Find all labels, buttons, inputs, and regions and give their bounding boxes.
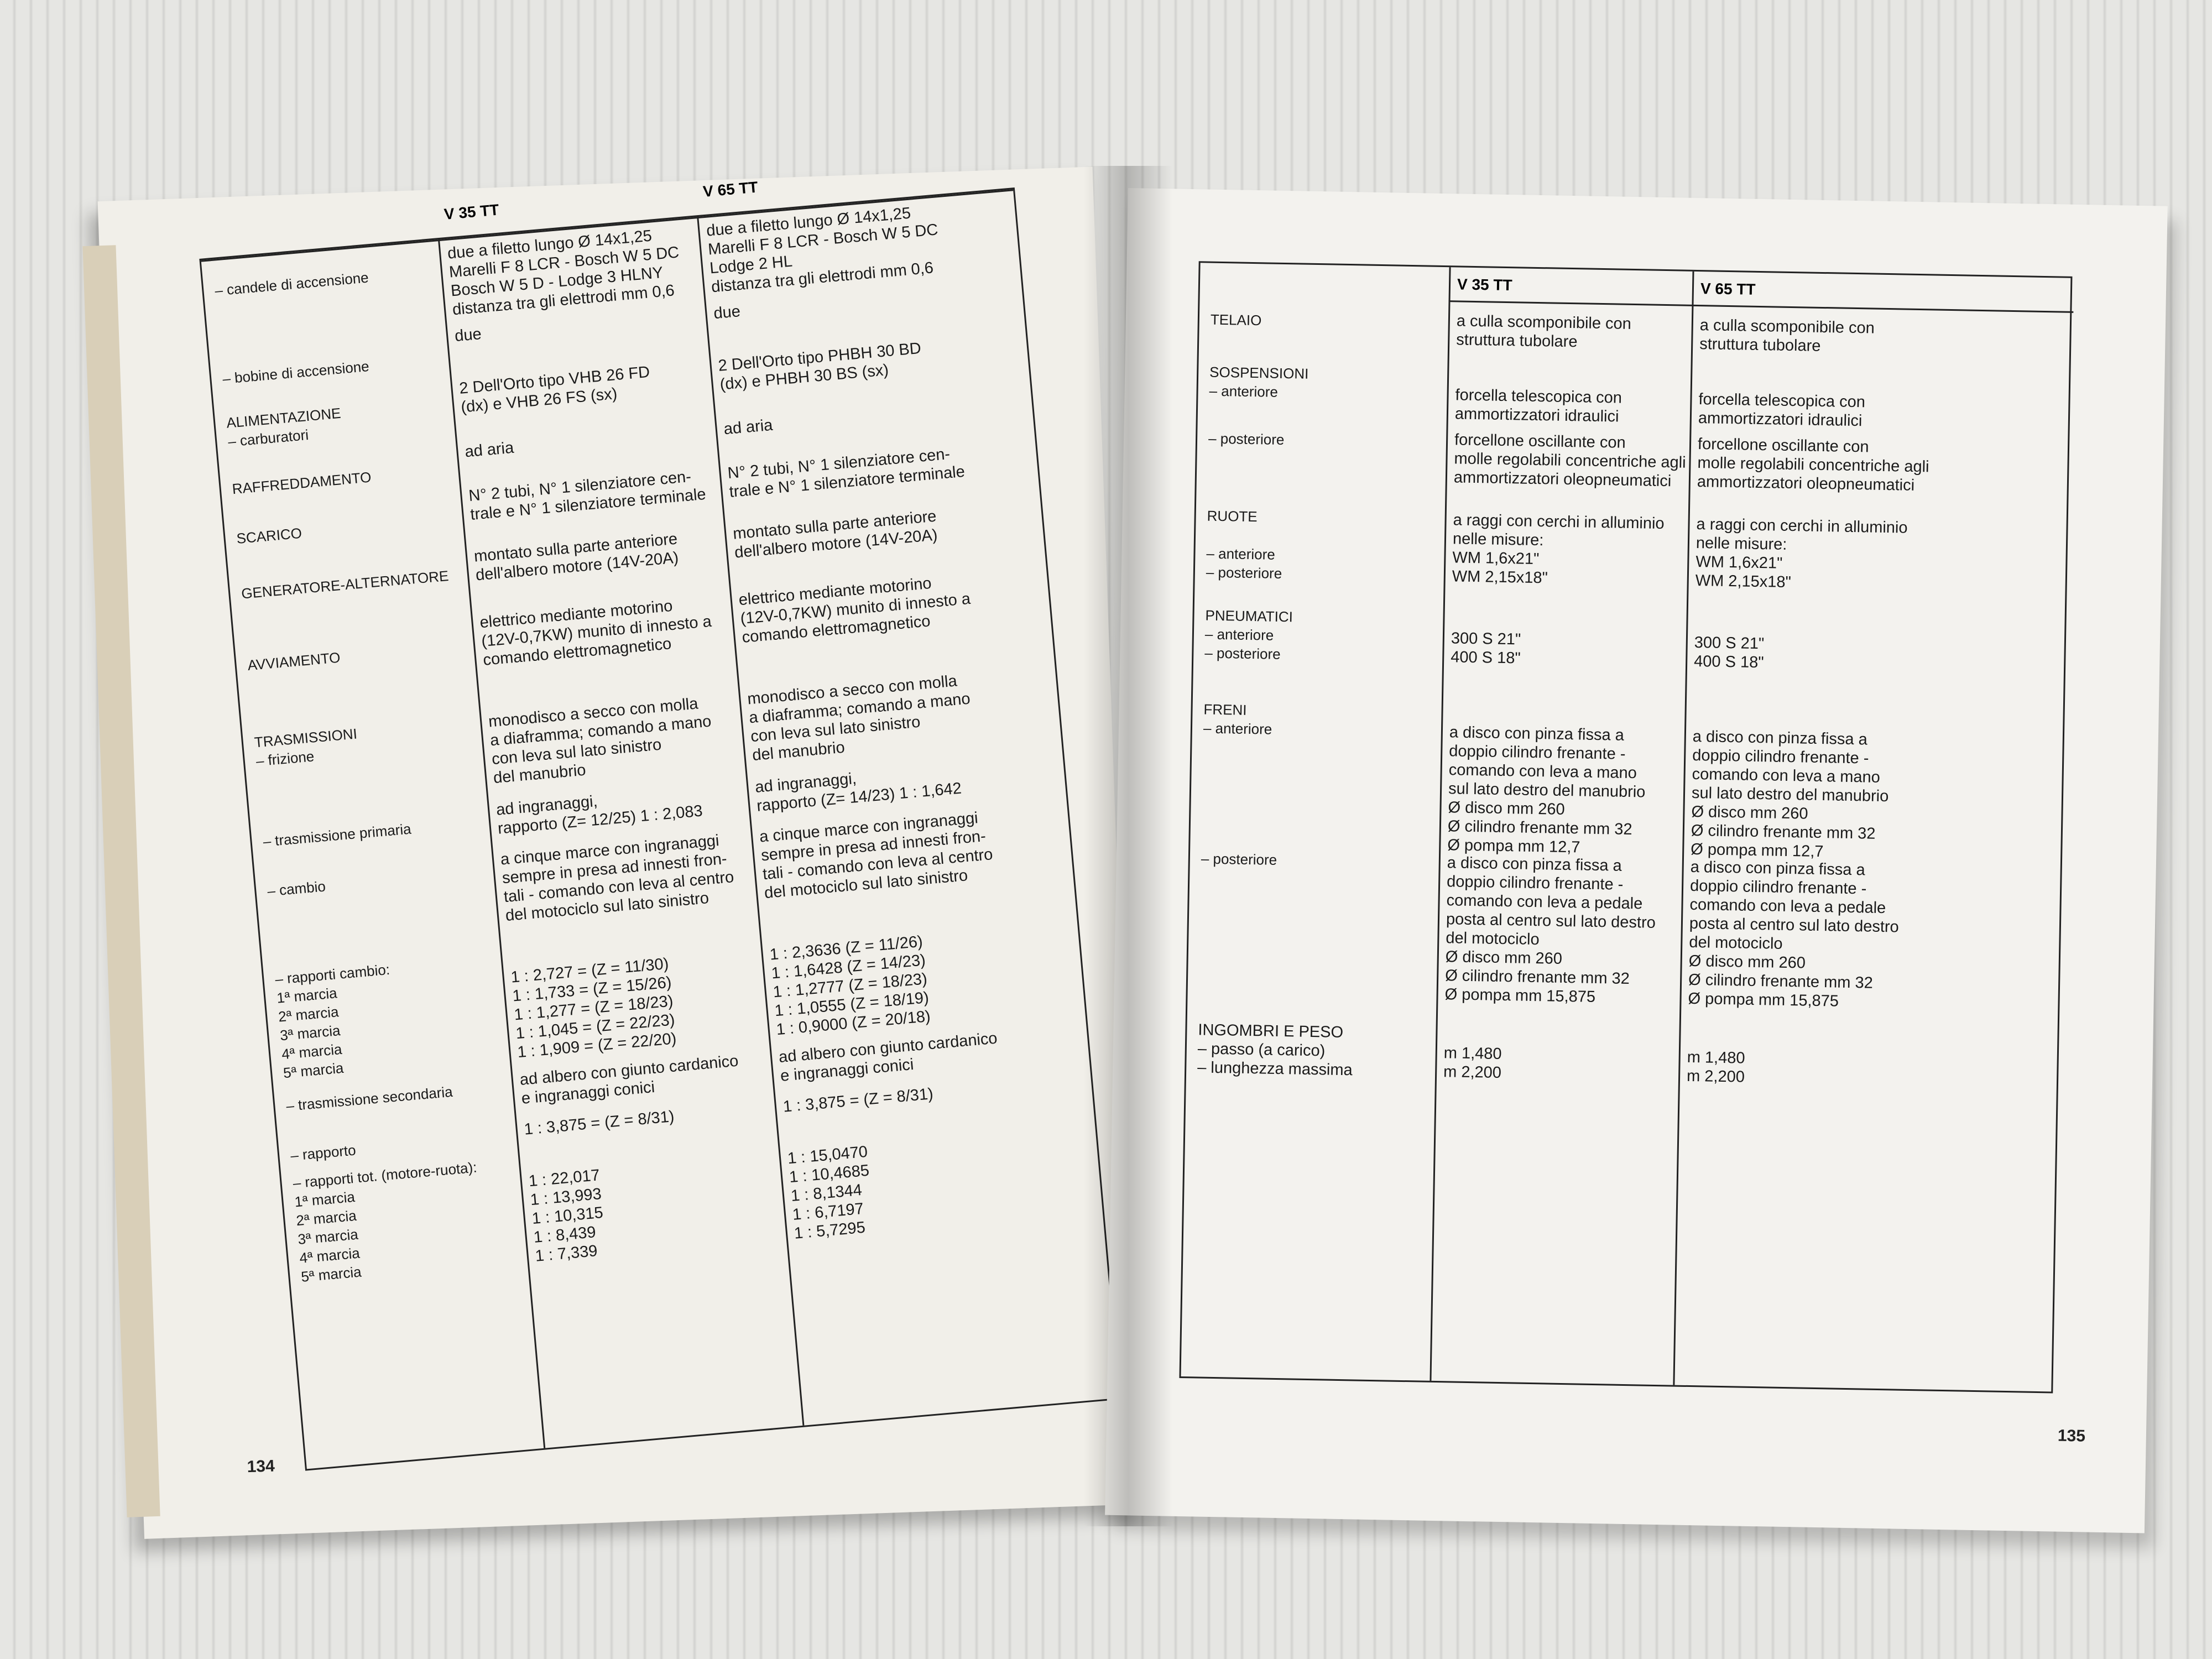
- right-row-v35: a culla scomponibile con struttura tubolare: [1456, 312, 1632, 351]
- right-page-number: 135: [2057, 1426, 2086, 1446]
- right-spec-table: [1179, 261, 2072, 1393]
- left-row-v35: due: [453, 325, 482, 346]
- right-header-rule: [1448, 300, 2073, 313]
- right-row-label: – posteriore: [1208, 430, 1285, 448]
- left-col-v65-header: V 65 TT: [702, 178, 759, 201]
- right-row-v65: m 1,480 m 2,200: [1686, 1029, 1745, 1086]
- left-row-v65: ad aria: [723, 416, 774, 439]
- right-row-v35: forcellone oscillante con molle regolabili concentriche agli ammortizzatori oleopneumatici: [1453, 431, 1686, 491]
- right-row-label: TELAIO: [1210, 311, 1262, 329]
- left-row-v65: monodisco a secco con molla a diaframma; comando a mano con leva sul lato sinistro del manubrio: [747, 672, 971, 765]
- left-row-label: SCARICO: [236, 524, 303, 547]
- right-row-v35: a disco con pinza fissa a doppio cilindro frenante - comando con leva a mano sul lato destro del manubrio Ø disco mm 260 Ø cilindro frenante mm 32 Ø pompa mm 12,7: [1447, 705, 1646, 857]
- right-row-v35: a raggi con cerchi in alluminio nelle misure: WM 1,6x21" WM 2,15x18": [1452, 511, 1665, 587]
- right-row-v35: 300 S 21" 400 S 18": [1451, 611, 1521, 667]
- left-row-v65: due a filetto lungo Ø 14x1,25 Marelli F 8 LCR - Bosch W 5 DC Lodge 2 HL distanza tra gli elettrodi mm 0,6: [706, 204, 939, 296]
- right-row-label: INGOMBRI E PESO – passo (a carico) – lunghezza massima: [1197, 1021, 1353, 1079]
- right-col-v35-header: V 35 TT: [1457, 275, 1512, 294]
- left-spec-table: [199, 178, 1120, 1471]
- right-row-v35: a disco con pinza fissa a doppio cilindro frenante - comando con leva a pedale posta al centro sul lato destro del motociclo Ø disco mm 260 Ø cilindro frenante mm 32 Ø pompa mm 15,875: [1444, 854, 1656, 1006]
- left-row-v65: 2 Dell'Orto tipo PHBH 30 BD (dx) e PHBH 30 BS (sx): [717, 339, 922, 394]
- left-row-v65: montato sulla parte anteriore dell'albero motore (14V-20A): [732, 507, 938, 562]
- left-page-number: 134: [247, 1457, 275, 1477]
- left-row-v35: N° 2 tubi, N° 1 silenziatore cen- trale e N° 1 silenziatore terminale: [468, 467, 707, 524]
- right-page: [1105, 188, 2168, 1533]
- right-row-v65: a culla scomponibile con struttura tubolare: [1699, 316, 1875, 355]
- right-row-v35: forcella telescopica con ammortizzatori idraulici: [1454, 367, 1623, 426]
- right-row-label: FRENI – anteriore: [1203, 701, 1272, 738]
- left-row-v35: 1 : 22,017 1 : 13,993 1 : 10,315 1 : 8,439 1 : 7,339: [526, 1154, 604, 1265]
- right-row-label: – posteriore: [1201, 850, 1277, 868]
- left-row-v35: a cinque marce con ingranaggi sempre in presa ad innesti fron- tali - comando con leva al centro del motociclo sul lato sinistro: [499, 832, 735, 925]
- left-row-v35: due a filetto lungo Ø 14x1,25 Marelli F 8 LCR - Bosch W 5 DC Bosch W 5 D - Lodge 3 HLNY distanza tra gli elettrodi mm 0,6: [446, 227, 680, 319]
- left-row-v35: elettrico mediante motorino (12V-0,7KW) munito di innesto a comando elettromagnetico: [479, 597, 712, 669]
- left-row-label: – candele di accensione: [214, 269, 369, 299]
- left-row-v65: N° 2 tubi, N° 1 silenziatore cen- trale e N° 1 silenziatore terminale: [727, 445, 966, 501]
- left-row-v65: 1 : 15,0470 1 : 10,4685 1 : 8,1344 1 : 6,7197 1 : 5,7295: [785, 1131, 870, 1243]
- left-page: [98, 166, 1139, 1538]
- left-row-label: – trasmissione secondaria: [285, 1083, 453, 1115]
- left-row-v35: 2 Dell'Orto tipo VHB 26 FD (dx) e VHB 26 FS (sx): [458, 363, 651, 416]
- right-row-v65: forcellone oscillante con molle regolabili concentriche agli ammortizzatori oleopneumatici: [1697, 435, 1929, 494]
- left-row-label: – rapporto: [290, 1141, 357, 1164]
- left-row-label: GENERATORE-ALTERNATORE: [241, 567, 450, 602]
- right-col-v65-header: V 65 TT: [1700, 280, 1756, 298]
- left-row-v65: elettrico mediante motorino (12V-0,7KW) munito di innesto a comando elettromagnetico: [738, 574, 972, 646]
- left-row-v65: 1 : 2,3636 (Z = 11/26) 1 : 1,6428 (Z = 14/23) 1 : 1,2777 (Z = 18/23) 1 : 1,0555 (Z = 18/19) 1 : 0,9000 (Z = 20/18): [767, 927, 931, 1039]
- left-row-v35: monodisco a secco con molla a diaframma; comando a mano con leva sul lato sinistro del manubrio: [487, 695, 712, 787]
- right-row-v65: forcella telescopica con ammortizzatori idraulici: [1698, 372, 1866, 430]
- left-row-v65: a cinque marce con ingranaggi sempre in presa ad innesti fron- tali - comando con leva al centro del motociclo sul lato sinistro: [758, 809, 994, 902]
- left-row-v35: 1 : 3,875 = (Z = 8/31): [523, 1108, 675, 1139]
- right-row-label: PNEUMATICI – anteriore – posteriore: [1204, 607, 1293, 662]
- right-row-v65: a disco con pinza fissa a doppio cilindro frenante - comando con leva a pedale posta al centro sul lato destro del motociclo Ø disco mm 260 Ø cilindro frenante mm 32 Ø pompa mm 15,875: [1688, 858, 1899, 1010]
- right-row-label: RUOTE – anteriore – posteriore: [1206, 507, 1282, 582]
- left-row-label: – rapporti tot. (motore-ruota): 1ª marcia 2ª marcia 3ª marcia 4ª marcia 5ª marcia: [292, 1159, 478, 1285]
- left-row-label: – trasmissione primaria: [262, 820, 412, 850]
- left-divider-2: [697, 217, 804, 1426]
- left-row-label: TRASMISSIONI – frizione: [253, 725, 358, 770]
- left-row-v35: montato sulla parte anteriore dell'albero motore (14V-20A): [473, 530, 680, 585]
- right-row-v65: a raggi con cerchi in alluminio nelle misure: WM 1,6x21" WM 2,15x18": [1695, 515, 1908, 592]
- left-row-label: RAFFREDDAMENTO: [231, 468, 372, 498]
- right-row-label: SOSPENSIONI – anteriore: [1209, 363, 1309, 400]
- book-gutter: [1084, 166, 1172, 1526]
- right-row-v65: 300 S 21" 400 S 18": [1693, 615, 1765, 672]
- left-row-label: – cambio: [267, 878, 326, 900]
- left-row-v35: 1 : 2,727 = (Z = 11/30) 1 : 1,733 = (Z = 15/26) 1 : 1,277 = (Z = 18/23) 1 : 1,045 = (Z = 22/23) 1 : 1,909 = (Z = 22/20): [508, 950, 677, 1062]
- left-row-label: – bobine di accensione: [222, 357, 370, 388]
- left-row-v65: ad ingranaggi, rapporto (Z= 14/23) 1 : 1,642: [754, 770, 963, 815]
- left-row-v35: ad albero con giunto cardanico e ingranaggi conici: [519, 1052, 739, 1108]
- left-row-v35: ad ingranaggi, rapporto (Z= 12/25) 1 : 2,083: [495, 792, 703, 838]
- right-row-v35: m 1,480 m 2,200: [1443, 1025, 1502, 1082]
- left-row-v65: 1 : 3,875 = (Z = 8/31): [782, 1085, 934, 1116]
- left-row-label: AVVIAMENTO: [247, 649, 341, 674]
- left-row-v65: due: [713, 302, 742, 323]
- left-row-v35: ad aria: [464, 439, 515, 461]
- left-row-v65: ad albero con giunto cardanico e ingranaggi conici: [778, 1029, 998, 1085]
- left-row-label: ALIMENTAZIONE – carburatori: [226, 404, 342, 450]
- right-row-v65: a disco con pinza fissa a doppio cilindro frenante - comando con leva a mano sul lato destro del manubrio Ø disco mm 260 Ø cilindro frenante mm 32 Ø pompa mm 12,7: [1691, 708, 1889, 861]
- left-row-label: – rapporti cambio: 1ª marcia 2ª marcia 3ª marcia 4ª marcia 5ª marcia: [274, 961, 391, 1082]
- left-col-v35-header: V 35 TT: [443, 201, 500, 223]
